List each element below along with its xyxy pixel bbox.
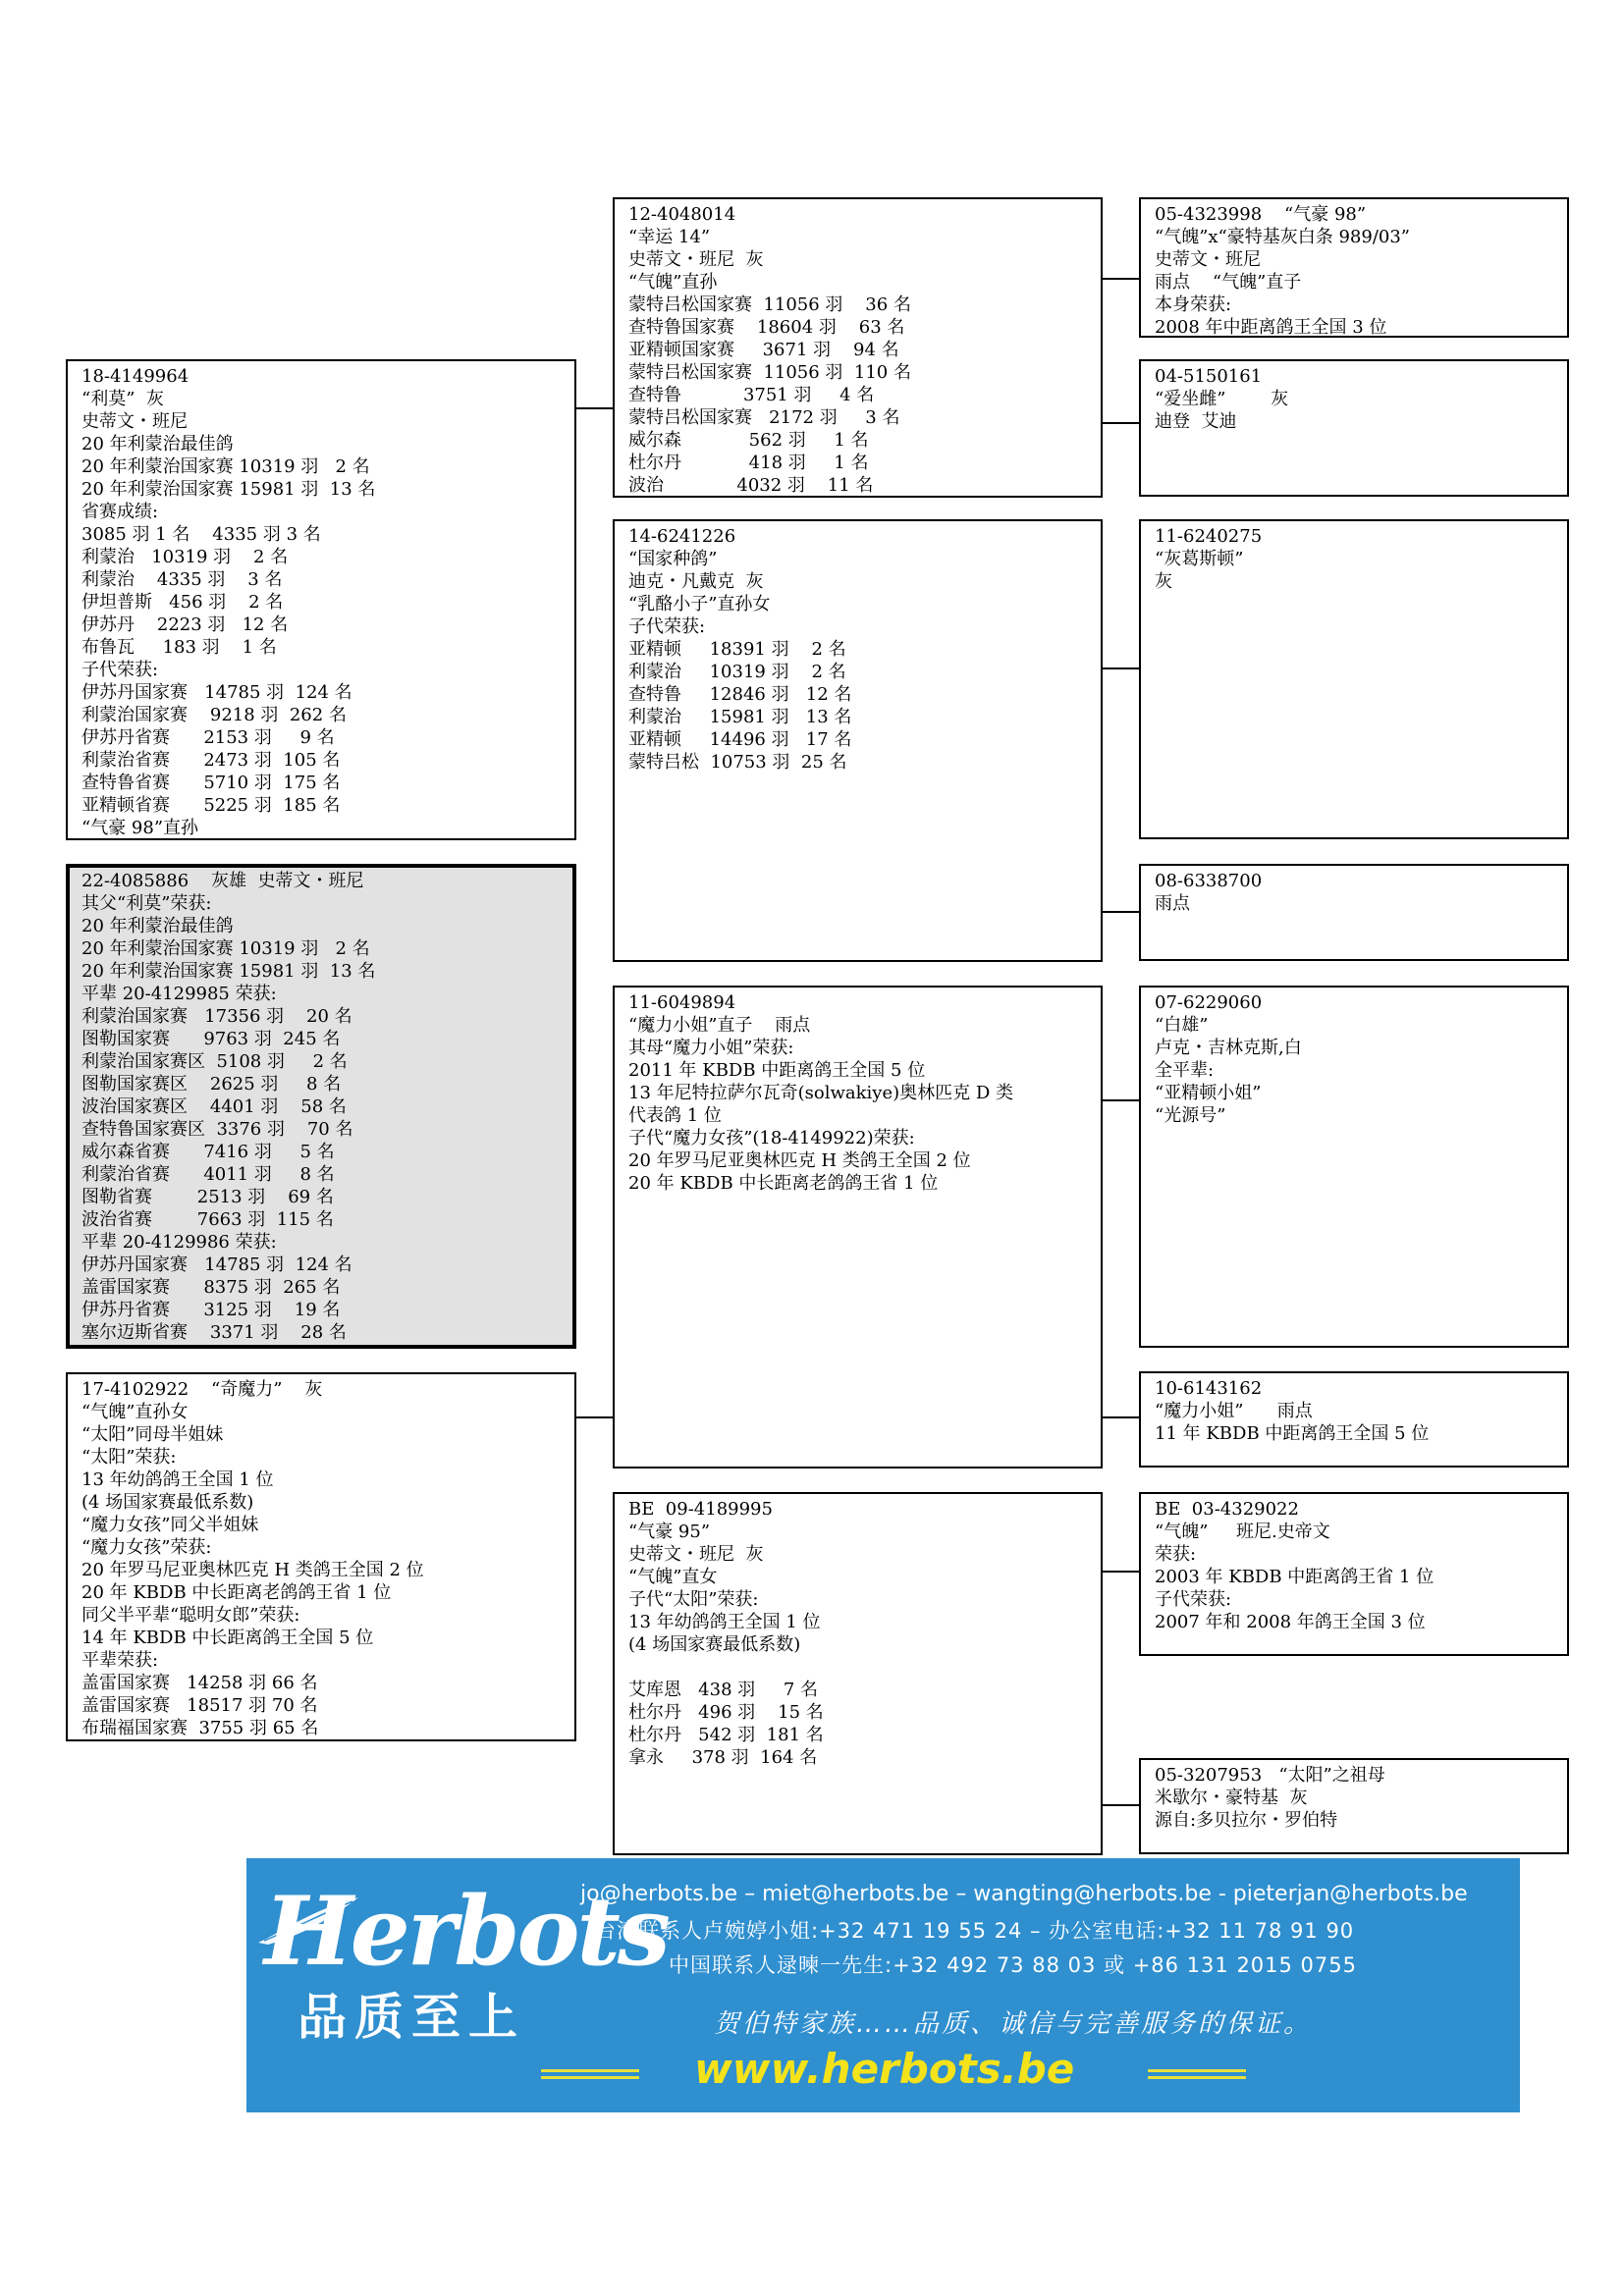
pedigree-line: 平辈 20-4129985 荣获: bbox=[81, 984, 277, 1004]
sire-sire-card bbox=[613, 197, 1103, 498]
pedigree-line: 利蒙治省赛 2473 羽 105 名 bbox=[81, 750, 341, 771]
pedigree-line: 伊坦普斯 456 羽 2 名 bbox=[81, 592, 284, 613]
pedigree-line: 灰 bbox=[1155, 571, 1172, 592]
pedigree-line: 史蒂文・班尼 灰 bbox=[628, 249, 764, 270]
pedigree-line: 迪克・凡戴克 灰 bbox=[628, 571, 764, 592]
pedigree-line: 13 年幼鸽鸽王全国 1 位 bbox=[81, 1469, 274, 1490]
pedigree-line: 利蒙治省赛 4011 羽 8 名 bbox=[81, 1164, 335, 1185]
pedigree-line: 20 年利蒙治国家赛 10319 羽 2 名 bbox=[81, 938, 370, 959]
pedigree-line: 20 年利蒙治国家赛 15981 羽 13 名 bbox=[81, 479, 376, 500]
pedigree-line: 20 年罗马尼亚奥林匹克 H 类鸽王全国 2 位 bbox=[81, 1560, 424, 1580]
pedigree-line: 13 年幼鸽鸽王全国 1 位 bbox=[628, 1612, 821, 1632]
pedigree-line: 艾库恩 438 羽 7 名 bbox=[628, 1680, 819, 1700]
pedigree-line: 05-3207953 “太阳”之祖母 bbox=[1155, 1765, 1385, 1786]
pedigree-line: 20 年利蒙治国家赛 10319 羽 2 名 bbox=[81, 456, 370, 477]
dam-sire-card bbox=[613, 986, 1103, 1468]
pedigree-line: BE 03-4329022 bbox=[1155, 1499, 1299, 1520]
pedigree-line: 利蒙治国家赛 17356 羽 20 名 bbox=[81, 1006, 352, 1027]
pedigree-line: “魔力女孩”荣获: bbox=[81, 1537, 212, 1558]
pedigree-line: 威尔森省赛 7416 羽 5 名 bbox=[81, 1142, 335, 1162]
dsd-card bbox=[1139, 1371, 1569, 1468]
pedigree-line: 子代荣获: bbox=[81, 660, 159, 680]
pedigree-line: 蒙特吕松国家赛 11056 羽 110 名 bbox=[628, 362, 911, 383]
pedigree-line: 平辈 20-4129986 荣获: bbox=[81, 1232, 277, 1253]
pedigree-line: 雨点 “气魄”直子 bbox=[1155, 272, 1302, 293]
pedigree-line: 图勒省赛 2513 羽 69 名 bbox=[81, 1187, 334, 1207]
pedigree-line: 20 年 KBDB 中长距离老鸽鸽王省 1 位 bbox=[81, 1582, 392, 1603]
pedigree-line: “幸运 14” bbox=[628, 227, 711, 247]
pedigree-line: 20 年利蒙治最佳鸽 bbox=[81, 434, 234, 454]
pedigree-line: “气魄”x“豪特基灰白条 989/03” bbox=[1155, 227, 1411, 247]
connector bbox=[1103, 1804, 1139, 1806]
pedigree-line: 亚精顿 18391 羽 2 名 bbox=[628, 639, 846, 660]
connector bbox=[576, 407, 613, 409]
pedigree-line: 拿永 378 羽 164 名 bbox=[628, 1747, 818, 1768]
pedigree-line: “亚精顿小姐” bbox=[1155, 1083, 1262, 1103]
sdd-card bbox=[1139, 864, 1569, 961]
sire-card bbox=[66, 359, 576, 840]
pedigree-line: 20 年 KBDB 中长距离老鸽鸽王省 1 位 bbox=[628, 1173, 939, 1194]
pedigree-line: 伊苏丹省赛 2153 羽 9 名 bbox=[81, 727, 335, 748]
pedigree-line: 盖雷国家赛 18517 羽 70 名 bbox=[81, 1695, 318, 1716]
pedigree-line: 源自:多贝拉尔・罗伯特 bbox=[1155, 1810, 1338, 1831]
email-line: jo@herbots.be – miet@herbots.be – wangting@herbots.be - pieterjan@herbots.be bbox=[580, 1882, 1468, 1906]
decor-dash bbox=[1148, 2069, 1246, 2072]
pedigree-line: 图勒国家赛 9763 羽 245 名 bbox=[81, 1029, 341, 1049]
pedigree-line: 2011 年 KBDB 中距离鸽王全国 5 位 bbox=[628, 1060, 926, 1081]
pedigree-line: 全平辈: bbox=[1155, 1060, 1215, 1081]
pedigree-line: 亚精顿省赛 5225 羽 185 名 bbox=[81, 795, 341, 816]
connector bbox=[1103, 422, 1139, 424]
pedigree-line: 盖雷国家赛 8375 羽 265 名 bbox=[81, 1277, 341, 1298]
dss-card bbox=[1139, 986, 1569, 1348]
pedigree-line: 11-6049894 bbox=[628, 992, 736, 1013]
pedigree-line: 史蒂文・班尼 bbox=[1155, 249, 1261, 270]
pedigree-line: 亚精顿 14496 羽 17 名 bbox=[628, 729, 852, 750]
pedigree-line: 04-5150161 bbox=[1155, 366, 1263, 387]
pedigree-line: 蒙特吕松 10753 羽 25 名 bbox=[628, 752, 847, 773]
pedigree-line: “气魄”直孙 bbox=[628, 272, 718, 293]
taiwan-contact: 台湾联系人卢婉婷小姐:+32 471 19 55 24 – 办公室电话:+32 11 78 91 90 bbox=[595, 1919, 1355, 1943]
pedigree-line: (4 场国家赛最低系数) bbox=[628, 1634, 801, 1655]
pedigree-line: 18-4149964 bbox=[81, 366, 189, 387]
pedigree-line: 利蒙治 15981 羽 13 名 bbox=[628, 707, 852, 727]
decor-dash bbox=[1148, 2076, 1246, 2079]
dds-card bbox=[1139, 1492, 1569, 1656]
pedigree-line: 盖雷国家赛 14258 羽 66 名 bbox=[81, 1673, 318, 1693]
pedigree-line: 荣获: bbox=[1155, 1544, 1197, 1565]
website-link[interactable]: www.herbots.be bbox=[694, 2045, 1075, 2093]
pedigree-line: 省赛成绩: bbox=[81, 502, 159, 522]
pedigree-line: 子代荣获: bbox=[628, 616, 706, 637]
pedigree-line: “乳酪小子”直孙女 bbox=[628, 594, 771, 614]
pedigree-line: 3085 羽 1 名 4335 羽 3 名 bbox=[81, 524, 321, 545]
pedigree-line: 查特鲁 3751 羽 4 名 bbox=[628, 385, 875, 405]
pedigree-line: “太阳”同母半姐妹 bbox=[81, 1424, 224, 1445]
decor-dash bbox=[541, 2076, 639, 2079]
pedigree-line: “魔力女孩”同父半姐妹 bbox=[81, 1515, 259, 1535]
pedigree-line: 杜尔丹 418 羽 1 名 bbox=[628, 453, 869, 473]
pedigree-line: “灰葛斯顿” bbox=[1155, 549, 1244, 569]
dam-dam-card bbox=[613, 1492, 1103, 1855]
pedigree-line: 子代荣获: bbox=[1155, 1589, 1232, 1610]
pedigree-line: “气魄”直孙女 bbox=[81, 1402, 189, 1422]
pedigree-line: 布瑞福国家赛 3755 羽 65 名 bbox=[81, 1718, 319, 1738]
connector bbox=[1103, 1099, 1139, 1101]
pedigree-line: 迪登 艾迪 bbox=[1155, 411, 1237, 432]
pedigree-line: 子代“魔力女孩”(18-4149922)荣获: bbox=[628, 1128, 915, 1148]
pedigree-line: 杜尔丹 542 羽 181 名 bbox=[628, 1725, 824, 1745]
pedigree-line: 10-6143162 bbox=[1155, 1378, 1263, 1399]
pedigree-line: 05-4323998 “气豪 98” bbox=[1155, 204, 1367, 225]
pedigree-line: 22-4085886 灰雄 史蒂文・班尼 bbox=[81, 871, 364, 891]
ssd-card bbox=[1139, 359, 1569, 497]
connector bbox=[1103, 667, 1139, 669]
pedigree-line: 波治 4032 羽 11 名 bbox=[628, 475, 874, 496]
pedigree-line: 代表鸽 1 位 bbox=[628, 1105, 722, 1126]
ddd-card bbox=[1139, 1758, 1569, 1854]
pedigree-line: 子代“太阳”荣获: bbox=[628, 1589, 759, 1610]
pedigree-line: 利蒙治国家赛区 5108 羽 2 名 bbox=[81, 1051, 348, 1072]
pedigree-line: “光源号” bbox=[1155, 1105, 1226, 1126]
pedigree-line: 利蒙治国家赛 9218 羽 262 名 bbox=[81, 705, 347, 725]
pedigree-line: “魔力小姐” 雨点 bbox=[1155, 1401, 1313, 1421]
pedigree-line: “魔力小姐”直子 雨点 bbox=[628, 1015, 811, 1036]
pedigree-line: 查特鲁国家赛 18604 羽 63 名 bbox=[628, 317, 905, 338]
pedigree-line: (4 场国家赛最低系数) bbox=[81, 1492, 254, 1513]
pedigree-line: 17-4102922 “奇魔力” 灰 bbox=[81, 1379, 323, 1400]
pedigree-line: 蒙特吕松国家赛 2172 羽 3 名 bbox=[628, 407, 900, 428]
pedigree-line: “白雄” bbox=[1155, 1015, 1209, 1036]
pedigree-line: 其母“魔力小姐”荣获: bbox=[628, 1038, 794, 1058]
pedigree-line: 本身荣获: bbox=[1155, 294, 1232, 315]
pedigree-line: 其父“利莫”荣获: bbox=[81, 893, 212, 914]
china-contact: 中国联系人逯暕一先生:+32 492 73 88 03 或 +86 131 2015 0755 bbox=[669, 1953, 1358, 1977]
pedigree-line: 图勒国家赛区 2625 羽 8 名 bbox=[81, 1074, 342, 1095]
sss-card bbox=[1139, 197, 1569, 338]
pedigree-line: “气豪 95” bbox=[628, 1522, 711, 1542]
pedigree-line: 伊苏丹省赛 3125 羽 19 名 bbox=[81, 1300, 341, 1320]
pedigree-line: 卢克・吉林克斯,白 bbox=[1155, 1038, 1302, 1058]
connector bbox=[1103, 278, 1139, 280]
pedigree-line: “国家种鸽” bbox=[628, 549, 718, 569]
pedigree-line: BE 09-4189995 bbox=[628, 1499, 773, 1520]
pedigree-line: 2008 年中距离鸽王全国 3 位 bbox=[1155, 317, 1387, 338]
pedigree-line: 亚精顿国家赛 3671 羽 94 名 bbox=[628, 340, 899, 360]
dam-card bbox=[66, 1372, 576, 1741]
pedigree-line: 杜尔丹 496 羽 15 名 bbox=[628, 1702, 824, 1723]
herbots-logo: Herbots bbox=[264, 1876, 668, 1987]
pedigree-line: 14-6241226 bbox=[628, 526, 736, 547]
pedigree-line: “气魄” 班尼.史帝文 bbox=[1155, 1522, 1330, 1542]
pedigree-line: 波治国家赛区 4401 羽 58 名 bbox=[81, 1096, 347, 1117]
pedigree-line: 13 年尼特拉萨尔瓦奇(solwakiye)奥林匹克 D 类 bbox=[628, 1083, 1013, 1103]
pedigree-line: 2007 年和 2008 年鸽王全国 3 位 bbox=[1155, 1612, 1426, 1632]
pedigree-line: 蒙特吕松国家赛 11056 羽 36 名 bbox=[628, 294, 911, 315]
pedigree-line: 同父半平辈“聪明女郎”荣获: bbox=[81, 1605, 300, 1626]
pedigree-line: 伊苏丹国家赛 14785 羽 124 名 bbox=[81, 1255, 352, 1275]
pedigree-line: 利蒙治 10319 羽 2 名 bbox=[81, 547, 289, 567]
pedigree-line: 12-4048014 bbox=[628, 204, 736, 225]
tagline: 贺伯特家族……品质、诚信与完善服务的保证。 bbox=[714, 2009, 1313, 2039]
pedigree-line: “太阳”荣获: bbox=[81, 1447, 177, 1468]
herbots-banner bbox=[246, 1858, 1520, 2112]
pedigree-line: 波治省赛 7663 羽 115 名 bbox=[81, 1209, 334, 1230]
pedigree-line: 查特鲁省赛 5710 羽 175 名 bbox=[81, 773, 341, 793]
sds-card bbox=[1139, 519, 1569, 839]
pedigree-line: 雨点 bbox=[1155, 893, 1190, 914]
connector bbox=[1103, 1571, 1139, 1573]
pedigree-line: 威尔森 562 羽 1 名 bbox=[628, 430, 869, 451]
pedigree-line: 11-6240275 bbox=[1155, 526, 1263, 547]
connector bbox=[1103, 911, 1139, 913]
pedigree-line: 史蒂文・班尼 bbox=[81, 411, 188, 432]
connector bbox=[576, 1416, 613, 1418]
pedigree-line: 伊苏丹 2223 羽 12 名 bbox=[81, 614, 289, 635]
pedigree-line: 平辈荣获: bbox=[81, 1650, 159, 1671]
pedigree-line: 塞尔迈斯省赛 3371 羽 28 名 bbox=[81, 1322, 347, 1343]
pedigree-line: 08-6338700 bbox=[1155, 871, 1263, 891]
connector bbox=[1103, 1416, 1139, 1418]
pedigree-line: 20 年利蒙治最佳鸽 bbox=[81, 916, 234, 936]
pedigree-line: 利蒙治 4335 羽 3 名 bbox=[81, 569, 283, 590]
pedigree-line: 20 年罗马尼亚奥林匹克 H 类鸽王全国 2 位 bbox=[628, 1150, 971, 1171]
pedigree-line: 利蒙治 10319 羽 2 名 bbox=[628, 662, 846, 682]
pedigree-line: 11 年 KBDB 中距离鸽王全国 5 位 bbox=[1155, 1423, 1430, 1444]
pedigree-line: 查特鲁国家赛区 3376 羽 70 名 bbox=[81, 1119, 353, 1140]
pedigree-line: 史蒂文・班尼 灰 bbox=[628, 1544, 764, 1565]
pedigree-line: 布鲁瓦 183 羽 1 名 bbox=[81, 637, 277, 658]
pedigree-line: 查特鲁 12846 羽 12 名 bbox=[628, 684, 852, 705]
pedigree-line: “利莫” 灰 bbox=[81, 389, 164, 409]
subject-pigeon-card bbox=[66, 864, 576, 1349]
pedigree-line: 20 年利蒙治国家赛 15981 羽 13 名 bbox=[81, 961, 376, 982]
sire-dam-card bbox=[613, 519, 1103, 962]
decor-dash bbox=[541, 2069, 639, 2072]
pedigree-line: “爱坐雌” 灰 bbox=[1155, 389, 1289, 409]
pedigree-line: 07-6229060 bbox=[1155, 992, 1263, 1013]
pedigree-line: “气魄”直女 bbox=[628, 1567, 718, 1587]
pedigree-line: 米歇尔・豪特基 灰 bbox=[1155, 1788, 1308, 1808]
pedigree-line bbox=[628, 1656, 1087, 1679]
pedigree-line: “气豪 98”直孙 bbox=[81, 818, 199, 838]
pedigree-line: 2003 年 KBDB 中距离鸽王省 1 位 bbox=[1155, 1567, 1435, 1587]
slogan: 品质至上 bbox=[298, 1989, 525, 2046]
pedigree-line: 14 年 KBDB 中长距离鸽王全国 5 位 bbox=[81, 1628, 374, 1648]
pedigree-line: 伊苏丹国家赛 14785 羽 124 名 bbox=[81, 682, 352, 703]
